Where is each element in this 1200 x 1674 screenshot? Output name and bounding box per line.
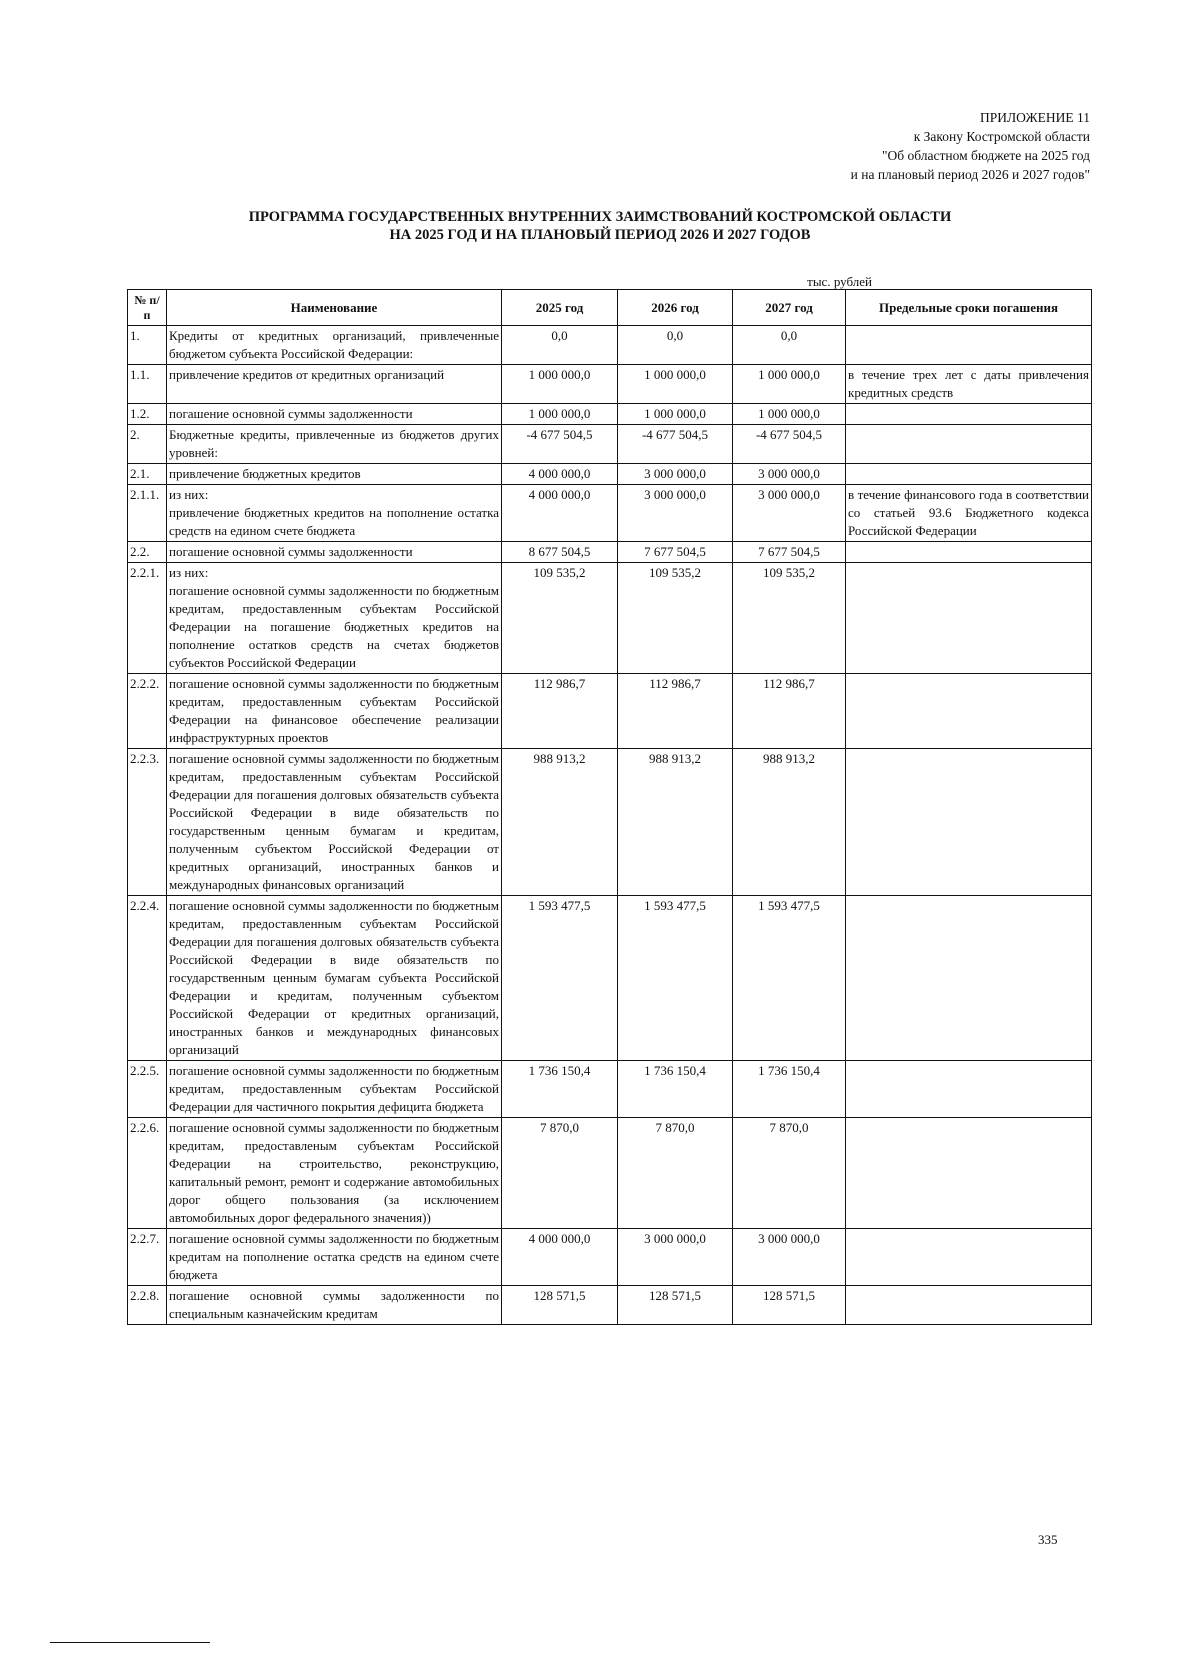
- row-name: [167, 542, 502, 563]
- table-row: [128, 326, 1092, 365]
- law-title-line-2: и на плановый период 2026 и 2027 годов": [850, 167, 1090, 182]
- units-label: тыс. рублей: [807, 274, 872, 289]
- row-name: [167, 749, 502, 896]
- row-value-2026: 112 986,7: [618, 674, 733, 749]
- row-value-2027: 3 000 000,0: [733, 1229, 846, 1286]
- row-value-2025: 1 593 477,5: [502, 896, 618, 1061]
- row-value-2025: 112 986,7: [502, 674, 618, 749]
- row-value-2025: 988 913,2: [502, 749, 618, 896]
- row-number: 1.1.: [128, 365, 167, 404]
- row-value-2026: -4 677 504,5: [618, 425, 733, 464]
- row-name: [167, 326, 502, 365]
- row-value-2027: 1 000 000,0: [733, 365, 846, 404]
- row-number: 2.: [128, 425, 167, 464]
- row-value-2026: 1 000 000,0: [618, 404, 733, 425]
- appendix-label: ПРИЛОЖЕНИЕ 11: [979, 110, 1090, 125]
- table-row: [128, 749, 1092, 896]
- row-value-2025: 8 677 504,5: [502, 542, 618, 563]
- row-value-2027: 128 571,5: [733, 1286, 846, 1325]
- row-name: [167, 563, 502, 674]
- document-title: [0, 208, 1200, 244]
- table-row: [128, 896, 1092, 1061]
- row-repayment-term: [846, 1061, 1092, 1118]
- row-name-text: привлечение бюджетных кредитов: [169, 466, 361, 481]
- row-name: [167, 1286, 502, 1325]
- table-body: [128, 326, 1092, 1325]
- row-repayment-term: [846, 404, 1092, 425]
- row-name-text: Кредиты от кредитных организаций, привлеченные бюджетом субъекта Российской Федерации:: [169, 328, 499, 361]
- table-row: [128, 425, 1092, 464]
- row-value-2027: 3 000 000,0: [733, 464, 846, 485]
- row-repayment-term: в течение трех лет с даты привлечения кредитных средств: [846, 365, 1092, 404]
- row-name: [167, 674, 502, 749]
- row-number: 2.2.2.: [128, 674, 167, 749]
- row-value-2026: 1 736 150,4: [618, 1061, 733, 1118]
- row-value-2026: 1 593 477,5: [618, 896, 733, 1061]
- page-number: 335: [1038, 1532, 1058, 1547]
- table-row: [128, 1061, 1092, 1118]
- row-name-prefix: из них:: [169, 487, 209, 502]
- row-value-2025: 109 535,2: [502, 563, 618, 674]
- row-number: 2.2.3.: [128, 749, 167, 896]
- row-value-2026: 3 000 000,0: [618, 1229, 733, 1286]
- row-repayment-term: [846, 542, 1092, 563]
- row-name-text: Бюджетные кредиты, привлеченные из бюджетов других уровней:: [169, 427, 499, 460]
- header-2027: 2027 год: [733, 290, 846, 326]
- title-line-2: НА 2025 ГОД И НА ПЛАНОВЫЙ ПЕРИОД 2026 И 2027 ГОДОВ: [389, 227, 811, 243]
- table-row: [128, 542, 1092, 563]
- row-name-text: привлечение кредитов от кредитных организаций: [169, 367, 445, 382]
- row-repayment-term: [846, 1118, 1092, 1229]
- table-row: [128, 464, 1092, 485]
- table-header-row: [128, 290, 1092, 326]
- row-repayment-term: в течение финансового года в соответствии со статьей 93.6 Бюджетного кодекса Российской Федерации: [846, 485, 1092, 542]
- row-number: 2.2.7.: [128, 1229, 167, 1286]
- table-row: [128, 1118, 1092, 1229]
- row-repayment-term: [846, 1229, 1092, 1286]
- row-name-text: погашение основной суммы задолженности: [169, 544, 413, 559]
- row-name: [167, 365, 502, 404]
- table-row: [128, 485, 1092, 542]
- law-title-line-1: "Об областном бюджете на 2025 год: [882, 148, 1090, 163]
- header-num: № п/п: [128, 290, 167, 326]
- row-number: 1.2.: [128, 404, 167, 425]
- row-name: [167, 1118, 502, 1229]
- header-name: Наименование: [167, 290, 502, 326]
- row-value-2025: 128 571,5: [502, 1286, 618, 1325]
- law-reference: к Закону Костромской области: [913, 129, 1090, 144]
- row-repayment-term: [846, 896, 1092, 1061]
- table-row: [128, 365, 1092, 404]
- row-repayment-term: [846, 1286, 1092, 1325]
- row-name-text: погашение основной суммы задолженности по бюджетным кредитам на пополнение остатка средств на едином счете бюджета: [169, 1231, 499, 1282]
- row-name-text: привлечение бюджетных кредитов на пополнение остатка средств на едином счете бюджета: [169, 505, 499, 538]
- row-value-2027: 7 870,0: [733, 1118, 846, 1229]
- row-value-2025: 4 000 000,0: [502, 464, 618, 485]
- row-number: 2.2.1.: [128, 563, 167, 674]
- row-value-2025: 1 000 000,0: [502, 404, 618, 425]
- row-number: 2.2.8.: [128, 1286, 167, 1325]
- table-row: [128, 404, 1092, 425]
- row-number: 1.: [128, 326, 167, 365]
- row-value-2027: 7 677 504,5: [733, 542, 846, 563]
- row-value-2027: 109 535,2: [733, 563, 846, 674]
- row-name-text: погашение основной суммы задолженности по специальным казначейским кредитам: [169, 1288, 499, 1321]
- row-value-2027: 1 000 000,0: [733, 404, 846, 425]
- row-value-2027: 988 913,2: [733, 749, 846, 896]
- header-2026: 2026 год: [618, 290, 733, 326]
- row-repayment-term: [846, 425, 1092, 464]
- footer-divider: [50, 1642, 210, 1643]
- row-name: [167, 425, 502, 464]
- row-value-2025: 4 000 000,0: [502, 1229, 618, 1286]
- row-name: [167, 1061, 502, 1118]
- row-name-text: погашение основной суммы задолженности: [169, 406, 413, 421]
- row-name: [167, 896, 502, 1061]
- row-value-2025: 1 736 150,4: [502, 1061, 618, 1118]
- row-value-2027: -4 677 504,5: [733, 425, 846, 464]
- header-2025: 2025 год: [502, 290, 618, 326]
- table-row: [128, 1286, 1092, 1325]
- row-repayment-term: [846, 464, 1092, 485]
- row-number: 2.2.6.: [128, 1118, 167, 1229]
- row-name-text: погашение основной суммы задолженности по бюджетным кредитам, предоставленным субъектам Российской Федерации для погашения долговых обязательств субъекта Российской Федерации в виде обязательств по государственным ценным бумагам и кредитам, полученным субъектом Российской Федерации от кредитных организаций, иностранных банков и международных финансовых организаций: [169, 751, 499, 892]
- row-name: [167, 1229, 502, 1286]
- row-repayment-term: [846, 674, 1092, 749]
- row-name: [167, 404, 502, 425]
- row-value-2026: 3 000 000,0: [618, 464, 733, 485]
- row-number: 2.2.5.: [128, 1061, 167, 1118]
- row-number: 2.1.: [128, 464, 167, 485]
- row-value-2026: 1 000 000,0: [618, 365, 733, 404]
- row-number: 2.2.4.: [128, 896, 167, 1061]
- row-number: 2.2.: [128, 542, 167, 563]
- row-repayment-term: [846, 326, 1092, 365]
- row-value-2027: 112 986,7: [733, 674, 846, 749]
- row-value-2026: 988 913,2: [618, 749, 733, 896]
- row-value-2027: 3 000 000,0: [733, 485, 846, 542]
- row-name-text: погашение основной суммы задолженности по бюджетным кредитам, предоставленным субъектам Российской Федерации на финансовое обеспечение реализации инфраструктурных проектов: [169, 676, 499, 745]
- row-value-2025: 1 000 000,0: [502, 365, 618, 404]
- row-value-2026: 7 677 504,5: [618, 542, 733, 563]
- table-row: [128, 563, 1092, 674]
- row-value-2025: 0,0: [502, 326, 618, 365]
- row-value-2027: 1 593 477,5: [733, 896, 846, 1061]
- row-name: [167, 485, 502, 542]
- table-row: [128, 1229, 1092, 1286]
- borrowings-table: [127, 289, 1092, 1325]
- row-value-2026: 128 571,5: [618, 1286, 733, 1325]
- row-name-text: погашение основной суммы задолженности по бюджетным кредитам, предоставленым субъектам Российской Федерации на строительство, реконструкцию, капитальный ремонт, ремонт и содержание автомобильных дорог общего пользования (за исключением автомобильных дорог федерального значения)): [169, 1120, 499, 1225]
- row-value-2026: 3 000 000,0: [618, 485, 733, 542]
- row-value-2025: -4 677 504,5: [502, 425, 618, 464]
- row-value-2026: 109 535,2: [618, 563, 733, 674]
- appendix-header: [851, 108, 1090, 184]
- row-value-2026: 7 870,0: [618, 1118, 733, 1229]
- row-number: 2.1.1.: [128, 485, 167, 542]
- row-name-text: погашение основной суммы задолженности по бюджетным кредитам, предоставленным субъектам Российской Федерации для частичного покрытия дефицита бюджета: [169, 1063, 499, 1114]
- title-line-1: ПРОГРАММА ГОСУДАРСТВЕННЫХ ВНУТРЕННИХ ЗАИМСТВОВАНИЙ КОСТРОМСКОЙ ОБЛАСТИ: [248, 209, 952, 225]
- row-name-prefix: из них:: [169, 565, 209, 580]
- row-value-2025: 4 000 000,0: [502, 485, 618, 542]
- row-value-2027: 0,0: [733, 326, 846, 365]
- row-repayment-term: [846, 749, 1092, 896]
- row-name: [167, 464, 502, 485]
- row-name-text: погашение основной суммы задолженности по бюджетным кредитам, предоставленным субъектам Российской Федерации на погашение бюджетных кредитов на пополнение остатков средств на счетах бюджетов субъектов Российской Федерации: [169, 583, 499, 670]
- row-repayment-term: [846, 563, 1092, 674]
- row-name-text: погашение основной суммы задолженности по бюджетным кредитам, предоставленным субъектам Российской Федерации для погашения долговых обязательств субъекта Российской Федерации в виде обязательств по государственным ценным бумагам субъекта Российской Федерации и кредитам, полученным субъектом Российской Федерации от кредитных организаций, иностранных банков и международных финансовых организаций: [169, 898, 499, 1057]
- header-term: Предельные сроки погашения: [846, 290, 1092, 326]
- row-value-2025: 7 870,0: [502, 1118, 618, 1229]
- table-row: [128, 674, 1092, 749]
- row-value-2027: 1 736 150,4: [733, 1061, 846, 1118]
- row-value-2026: 0,0: [618, 326, 733, 365]
